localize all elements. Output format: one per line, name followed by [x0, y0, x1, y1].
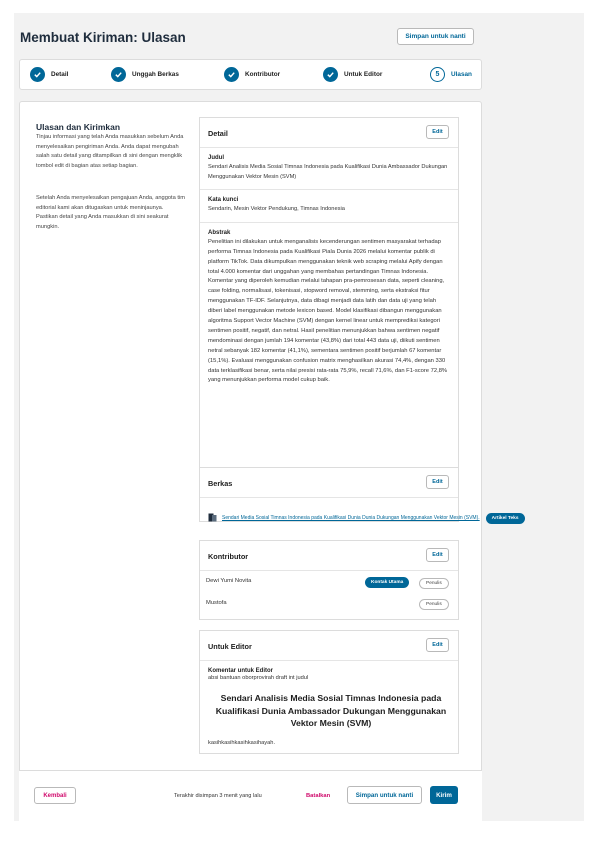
- document-icon: [208, 509, 217, 527]
- keywords-label: Kata kunci: [208, 197, 239, 204]
- abstract-section: [200, 223, 458, 394]
- step-for-editor[interactable]: [323, 67, 382, 82]
- file-link[interactable]: Sendari Media Sosial Timnas Indonesia pada Kualifikasi Dunia Dunia Dukungan Menggunakan Vektor Mesin (SVM).: [222, 515, 480, 521]
- abstract-value: Penelitian ini dilakukan untuk menganalisis kecenderungan sentimen masyarakat terhadap performa Timnas Indonesia pada Kualifikasi Piala Dunia 2026 melalui komentar publik di platform TikTok. Data dikumpulkan menggunakan teknik web scraping melalui Apify dengan total 4.000 komentar dari unggahan yang membahas pertandingan Timnas Indonesia. Komentar yang diperoleh kemudian melalui tahapan pra-pemrosesan data, seperti cleaning, case folding, normalisasi, tokenisasi, stopword removal, stemming, serta ekstraksi fitur menggunakan TF-IDF. Selanjutnya, data dibagi menjadi data latih dan data uji yang telah diberi label menggunakan metode lexicon based. Model klasifikasi dibangun menggunakan algoritma Support Vector Machine (SVM) dengan kernel linear untuk memprediksi kategori sentimen positif, negatif, dan netral. Hasil penelitian menunjukkan bahwa sentimen negatif mendominasi dengan jumlah 194 komentar (43,8%) dari total 443 data uji, diikuti sentimen netral sebanyak 182 komentar (41,1%), sementara sentimen positif berjumlah 67 komentar (15,1%). Evaluasi menggunakan confusion matrix menghasilkan akurasi 74,4%, dengan 330 data terklasifikasi benar, serta nilai presisi rata-rata 75,9%, recall 71,6%, dan F1-score 72,8% yang menunjukkan performa model cukup baik.: [208, 238, 448, 384]
- detail-edit-button[interactable]: Edit: [426, 125, 449, 139]
- file-row: [208, 509, 525, 527]
- sidebar-description: Tinjau informasi yang telah Anda masukkan sebelum Anda menyelesaikan pengiriman Anda. Anda dapat mengubah salah satu detail yang ditampilkan di sini dengan mengklik tombol edit di bagian atas setiap bagian.: [36, 134, 184, 169]
- progress-steps: [19, 59, 482, 90]
- files-heading: Berkas: [208, 479, 233, 488]
- step-label: Ulasan: [451, 71, 472, 78]
- for-editor-heading: Untuk Editor: [208, 642, 252, 651]
- detail-card: [199, 117, 459, 483]
- step-label: Detail: [51, 71, 69, 78]
- step-detail[interactable]: [30, 67, 68, 82]
- keywords-value: Sendarin, Mesin Vektor Pendukung, Timnas Indonesia: [208, 206, 345, 213]
- sidebar-title: Ulasan dan Kirimkan: [36, 122, 121, 132]
- contributor-name: Mustofa: [206, 600, 227, 606]
- comments-label: Komentar untuk Editor: [208, 668, 274, 674]
- step-label: Kontributor: [245, 71, 281, 78]
- contributor-row: [206, 600, 227, 606]
- contributor-row: [206, 578, 251, 584]
- save-for-later-button[interactable]: Simpan untuk nanti: [397, 28, 474, 45]
- step-label: Unggah Berkas: [132, 71, 179, 78]
- check-circle-icon: [30, 67, 45, 82]
- save-for-later-button-footer[interactable]: Simpan untuk nanti: [347, 786, 422, 804]
- contributor-name: Dewi Yumi Novita: [206, 578, 252, 584]
- files-card-header: [200, 468, 458, 498]
- title-section: [200, 148, 458, 190]
- editor-comments-section: [200, 661, 458, 691]
- contributors-heading: Kontributor: [208, 552, 249, 561]
- for-editor-card-header: [200, 631, 458, 661]
- step-number-icon: 5: [430, 67, 445, 82]
- comments-footer-text: kasihkasihkasihkasihayah.: [208, 740, 276, 746]
- step-label: Untuk Editor: [344, 71, 383, 78]
- step-review[interactable]: [430, 67, 472, 82]
- check-circle-icon: [323, 67, 338, 82]
- primary-contact-badge: Kontak Utama: [365, 577, 409, 588]
- detail-card-header: [200, 118, 458, 148]
- sidebar-note: Setelah Anda menyelesaikan pengajuan Anda, anggota tim editorial kami akan ditugaskan untuk meninjaunya. Pastikan detail yang Anda masukkan di sini seakurat mungkin.: [36, 195, 185, 230]
- last-saved-text: Terakhir disimpan 3 menit yang lalu: [174, 793, 262, 799]
- detail-heading: Detail: [208, 129, 228, 138]
- step-upload-files[interactable]: [111, 67, 179, 82]
- check-circle-icon: [111, 67, 126, 82]
- back-button[interactable]: Kembali: [34, 787, 76, 804]
- step-contributors[interactable]: [224, 67, 280, 82]
- cancel-link[interactable]: Batalkan: [306, 793, 331, 799]
- file-type-badge: Artikel Teks: [486, 513, 525, 524]
- contributors-edit-button[interactable]: Edit: [426, 548, 449, 562]
- comments-value: absi bantuan oborprovirah draft int judul: [208, 675, 309, 681]
- submit-button[interactable]: Kirim: [430, 786, 458, 804]
- title-value: Sendari Analisis Media Sosial Timnas Indonesia pada Kualifikasi Dunia Ambassador Dukungan Menggunakan Vektor Mesin (SVM): [208, 164, 448, 180]
- contributors-card-header: [200, 541, 458, 571]
- role-badge: Penulis: [419, 578, 449, 589]
- role-badge: Penulis: [419, 599, 449, 610]
- title-label: Judul: [208, 155, 224, 161]
- page-title: Membuat Kiriman: Ulasan: [20, 30, 186, 45]
- comments-heading: Sendari Analisis Media Sosial Timnas Indonesia pada Kualifikasi Dunia Ambassador Dukungan Menggunakan Vektor Mesin (SVM): [215, 693, 447, 728]
- files-edit-button[interactable]: Edit: [426, 475, 449, 489]
- for-editor-edit-button[interactable]: Edit: [426, 638, 449, 652]
- check-circle-icon: [224, 67, 239, 82]
- keywords-section: [200, 190, 458, 223]
- abstract-label: Abstrak: [208, 229, 231, 236]
